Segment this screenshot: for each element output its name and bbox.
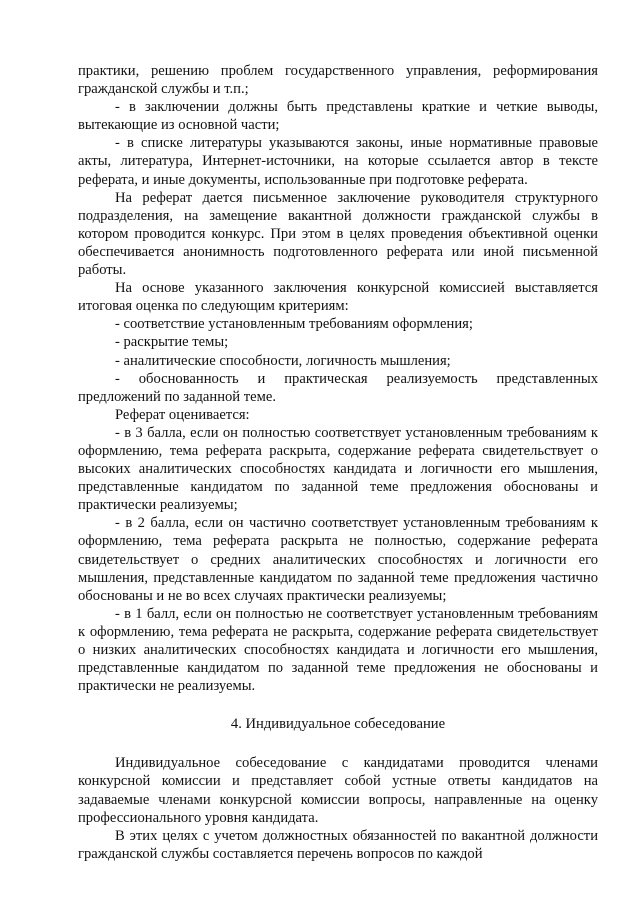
paragraph: В этих целях с учетом должностных обязанностей по вакантной должности гражданской службы составляется перечень вопросов по каждой	[78, 827, 598, 862]
list-item: - в 1 балл, если он полностью не соответствует установленным требованиям к оформлению, тема реферата не раскрыта, содержание реферата свидетельствует о низких аналитических способностях кандидата и логичности его мышления, представленные кандидатом по заданной теме предложения не обоснованы и практически не реализуемы.	[78, 605, 598, 695]
paragraph: На реферат дается письменное заключение руководителя структурного подразделения, на замещение вакантной должности гражданской службы в котором проводится конкурс. При этом в целях проведения объективной оценки обеспечивается анонимность подготовленного реферата или иной письменной работы.	[78, 189, 598, 279]
list-item: - раскрытие темы;	[115, 334, 229, 351]
list-item: - соответствие установленным требованиям оформления;	[115, 316, 473, 333]
list-item: - в 3 балла, если он полностью соответствует установленным требованиям к оформлению, тема реферата раскрыта, содержание реферата свидетельствует о высоких аналитических способностях кандидата и логичности его мышления, представленные кандидатом по заданной теме предложения обоснованы и практически реализуемы;	[78, 424, 598, 514]
section-heading: 4. Индивидуальное собеседование	[230, 716, 446, 733]
list-item: - в списке литературы указываются законы, иные нормативные правовые акты, литература, Интернет-источники, на которые ссылается автор в тексте реферата, и иные документы, использованные при подготовке реферата.	[78, 135, 598, 188]
paragraph: На основе указанного заключения конкурсной комиссией выставляется итоговая оценка по следующим критериям:	[78, 280, 598, 315]
list-item: - в заключении должны быть представлены краткие и четкие выводы, вытекающие из основной части;	[78, 99, 598, 134]
paragraph: практики, решению проблем государственного управления, реформирования гражданской службы и т.п.;	[78, 63, 598, 98]
document-page	[78, 62, 598, 863]
paragraph: Индивидуальное собеседование с кандидатами проводится членами конкурсной комиссии и представляет собой устные ответы кандидатов на задаваемые членами конкурсной комиссии вопросы, направленные на оценку профессионального уровня кандидата.	[78, 755, 598, 826]
list-item: - аналитические способности, логичность мышления;	[115, 352, 451, 369]
list-item: - обоснованность и практическая реализуемость представленных предложений по заданной теме.	[78, 370, 598, 405]
paragraph: Реферат оценивается:	[115, 406, 250, 423]
list-item: - в 2 балла, если он частично соответствует установленным требованиям к оформлению, тема реферата раскрыта не полностью, содержание реферата свидетельствует о средних аналитических способностях и логичности его мышления, представленные кандидатом по заданной теме предложения частично обоснованы и не во всех случаях практически реализуемы;	[78, 515, 598, 604]
